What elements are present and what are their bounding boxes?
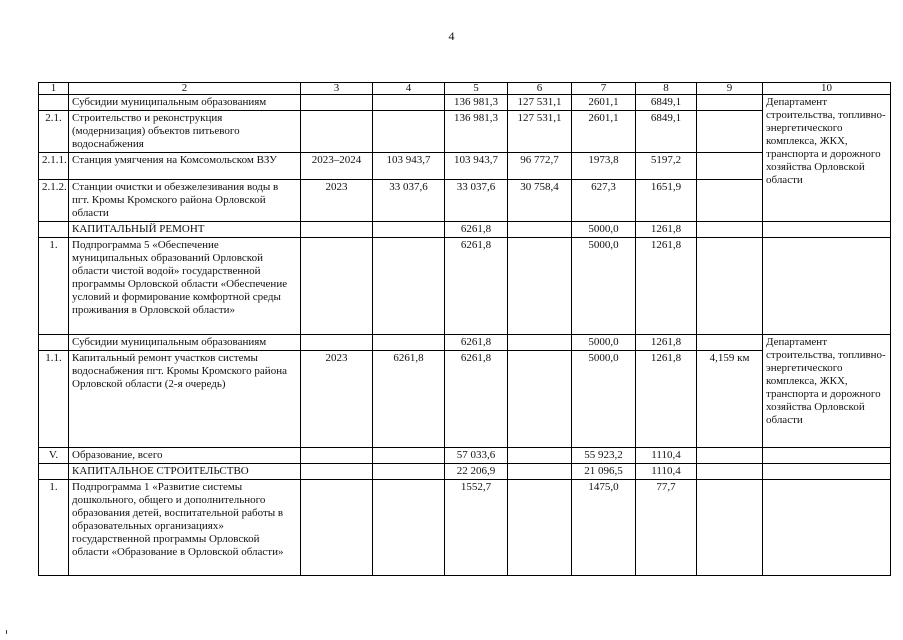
column-header: 8 (636, 83, 697, 95)
cell-regional: 2601,1 (572, 95, 636, 111)
cell-local: 1651,9 (636, 180, 697, 222)
cell-capacity (697, 153, 763, 180)
cell-capacity (697, 238, 763, 335)
cell-regional: 1973,8 (572, 153, 636, 180)
table-row (39, 222, 891, 238)
cell-period (301, 111, 373, 153)
table-row (39, 335, 891, 351)
cell-name: Подпрограмма 5 «Обеспечение муниципальных образований Орловской области чистой водой» государственной программы Орловской области «Обеспечение условий и формирование комфортной среды проживания в Орловской области» (69, 238, 301, 335)
cell-local: 1261,8 (636, 238, 697, 335)
cell-name: Субсидии муниципальным образованиям (69, 95, 301, 111)
cell-local: 1261,8 (636, 351, 697, 448)
cell-total: 136 981,3 (445, 111, 508, 153)
cell-period: 2023–2024 (301, 153, 373, 180)
cell-executor (763, 222, 891, 238)
cell-cost (373, 335, 445, 351)
cell-local: 6849,1 (636, 111, 697, 153)
cell-capacity (697, 480, 763, 576)
cell-cost (373, 448, 445, 464)
cell-federal (508, 464, 572, 480)
cell-cost (373, 111, 445, 153)
cell-regional: 55 923,2 (572, 448, 636, 464)
column-header: 3 (301, 83, 373, 95)
cell-cost (373, 222, 445, 238)
column-header: 1 (39, 83, 69, 95)
cell-period (301, 480, 373, 576)
cell-no (39, 464, 69, 480)
cell-local: 1110,4 (636, 448, 697, 464)
cell-name: КАПИТАЛЬНОЕ СТРОИТЕЛЬСТВО (69, 464, 301, 480)
cell-name: Станция умягчения на Комсомольском ВЗУ (69, 153, 301, 180)
table-row (39, 95, 891, 111)
cell-federal (508, 238, 572, 335)
cell-federal (508, 351, 572, 448)
cell-regional: 627,3 (572, 180, 636, 222)
cell-total: 136 981,3 (445, 95, 508, 111)
cell-total: 6261,8 (445, 222, 508, 238)
cell-total: 6261,8 (445, 335, 508, 351)
cell-capacity (697, 464, 763, 480)
cell-capacity: 4,159 км (697, 351, 763, 448)
cell-local: 1261,8 (636, 222, 697, 238)
cell-capacity (697, 222, 763, 238)
cell-no (39, 222, 69, 238)
cell-name: Строительство и реконструкция (модернизация) объектов питьевого водоснабжения (69, 111, 301, 153)
cell-no: 1. (39, 480, 69, 576)
cell-federal: 30 758,4 (508, 180, 572, 222)
cell-total: 33 037,6 (445, 180, 508, 222)
cell-no: 2.1. (39, 111, 69, 153)
cell-name: КАПИТАЛЬНЫЙ РЕМОНТ (69, 222, 301, 238)
page-number: 4 (448, 29, 455, 43)
cell-cost: 103 943,7 (373, 153, 445, 180)
table-row (39, 448, 891, 464)
cell-cost (373, 480, 445, 576)
cell-regional: 5000,0 (572, 222, 636, 238)
cell-cost: 33 037,6 (373, 180, 445, 222)
column-header: 2 (69, 83, 301, 95)
cell-period (301, 448, 373, 464)
cell-period: 2023 (301, 351, 373, 448)
column-header: 6 (508, 83, 572, 95)
cell-local: 1261,8 (636, 335, 697, 351)
cell-period (301, 335, 373, 351)
table-row (39, 480, 891, 576)
table-header-row (39, 83, 891, 95)
cell-no: 2.1.2. (39, 180, 69, 222)
cell-period (301, 238, 373, 335)
cell-executor: Департамент строительства, топливно-энергетического комплекса, ЖКХ, транспорта и дорожного хозяйства Орловской области (763, 335, 891, 448)
cell-total: 103 943,7 (445, 153, 508, 180)
cell-regional: 21 096,5 (572, 464, 636, 480)
budget-table (38, 82, 891, 576)
cell-local: 5197,2 (636, 153, 697, 180)
cell-executor (763, 238, 891, 335)
cell-executor: Департамент строительства, топливно-энергетического комплекса, ЖКХ, транспорта и дорожного хозяйства Орловской области (763, 95, 891, 222)
column-header: 7 (572, 83, 636, 95)
cell-federal (508, 222, 572, 238)
cell-cost (373, 238, 445, 335)
cell-total: 6261,8 (445, 238, 508, 335)
cell-no: 1.1. (39, 351, 69, 448)
cell-total: 22 206,9 (445, 464, 508, 480)
cell-federal: 96 772,7 (508, 153, 572, 180)
column-header: 9 (697, 83, 763, 95)
cell-capacity (697, 111, 763, 153)
table-row (39, 238, 891, 335)
cell-no (39, 95, 69, 111)
cell-executor (763, 480, 891, 576)
cell-capacity (697, 335, 763, 351)
cell-name: Субсидии муниципальным образованиям (69, 335, 301, 351)
cell-local: 1110,4 (636, 464, 697, 480)
cell-local: 6849,1 (636, 95, 697, 111)
cell-total: 57 033,6 (445, 448, 508, 464)
cell-federal: 127 531,1 (508, 95, 572, 111)
cell-no: 1. (39, 238, 69, 335)
column-header: 5 (445, 83, 508, 95)
cell-no: V. (39, 448, 69, 464)
cell-federal: 127 531,1 (508, 111, 572, 153)
cell-no: 2.1.1. (39, 153, 69, 180)
cell-executor (763, 464, 891, 480)
cell-federal (508, 335, 572, 351)
column-header: 4 (373, 83, 445, 95)
cell-cost (373, 95, 445, 111)
cell-period (301, 222, 373, 238)
cell-total: 6261,8 (445, 351, 508, 448)
cell-capacity (697, 95, 763, 111)
cell-regional: 2601,1 (572, 111, 636, 153)
cell-regional: 1475,0 (572, 480, 636, 576)
cell-name: Образование, всего (69, 448, 301, 464)
cell-period (301, 95, 373, 111)
cell-name: Капитальный ремонт участков системы водоснабжения пгт. Кромы Кромского района Орловской области (2-я очередь) (69, 351, 301, 448)
cell-cost (373, 464, 445, 480)
cell-name: Подпрограмма 1 «Развитие системы дошкольного, общего и дополнительного образования детей, воспитательной работы в образовательных организациях» государственной программы Орловской области «Образование в Орловской области» (69, 480, 301, 576)
cell-total: 1552,7 (445, 480, 508, 576)
cell-no (39, 335, 69, 351)
cell-federal (508, 448, 572, 464)
cell-executor (763, 448, 891, 464)
table-row (39, 464, 891, 480)
cell-name: Станции очистки и обезжелезивания воды в пгт. Кромы Кромского района Орловской области (69, 180, 301, 222)
column-header: 10 (763, 83, 891, 95)
cell-regional: 5000,0 (572, 351, 636, 448)
cell-cost: 6261,8 (373, 351, 445, 448)
cell-period (301, 464, 373, 480)
cell-period: 2023 (301, 180, 373, 222)
cell-regional: 5000,0 (572, 238, 636, 335)
cell-local: 77,7 (636, 480, 697, 576)
cell-federal (508, 480, 572, 576)
cell-capacity (697, 180, 763, 222)
cell-regional: 5000,0 (572, 335, 636, 351)
scan-mark (6, 630, 7, 634)
cell-capacity (697, 448, 763, 464)
